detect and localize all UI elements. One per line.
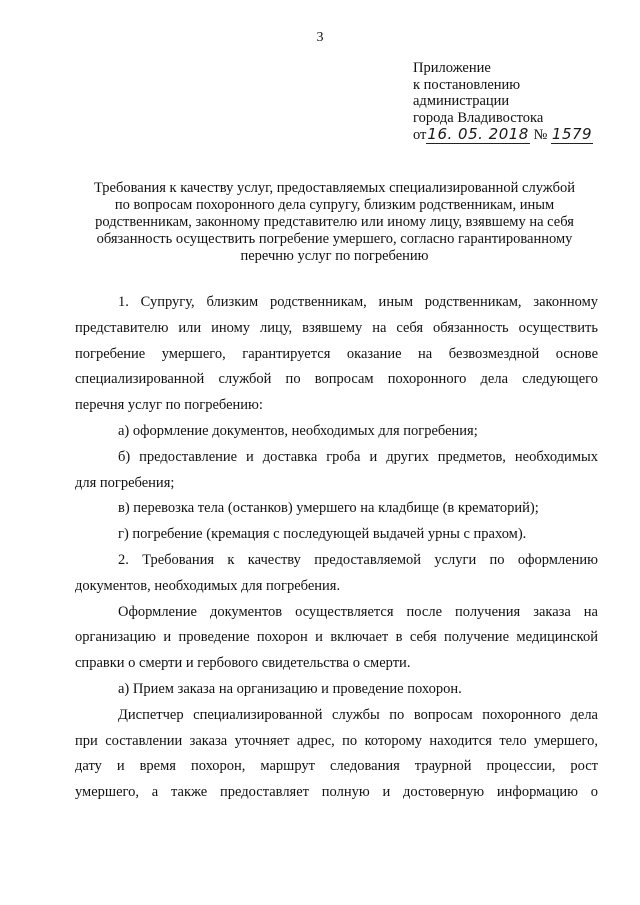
list-item-a: а) оформление документов, необходимых для погребения; <box>118 422 478 439</box>
list-item-g: г) погребение (кремация с последующей выдачей урны с прахом). <box>118 526 527 543</box>
paragraph-3-line: Оформление документов осуществляется после получения заказа на <box>118 603 598 620</box>
paragraph-4-line: при составлении заказа уточняет адрес, по которому находится тело умершего, <box>75 732 598 749</box>
paragraph-2-line: документов, необходимых для погребения. <box>75 577 341 594</box>
heading-line: по вопросам похоронного дела супругу, близким родственникам, иным <box>114 197 555 213</box>
number-sign: № <box>533 127 548 143</box>
appendix-block <box>413 60 593 144</box>
appendix-date-line <box>413 126 593 144</box>
list-item-v: в) перевозка тела (останков) умершего на кладбище (в крематорий); <box>118 500 539 517</box>
document-body <box>75 290 598 806</box>
handwritten-date: 16. 05. 2018 <box>427 125 529 143</box>
list-item-b-cont: для погребения; <box>75 474 175 491</box>
list-item-b: б) предоставление и доставка гроба и других предметов, необходимых <box>118 448 598 465</box>
paragraph-4-line: умершего, а также предоставляет полную и достоверную информацию о <box>75 784 598 801</box>
handwritten-number: 1579 <box>551 125 593 143</box>
heading-line: обязанность осуществить погребение умершего, согласно гарантированному <box>96 231 573 247</box>
paragraph-4-line: Диспетчер специализированной службы по вопросам похоронного дела <box>118 706 598 723</box>
date-prefix: от <box>413 127 427 143</box>
paragraph-2-line: 2. Требования к качеству предоставляемой услуги по оформлению <box>118 551 598 568</box>
appendix-line-resolution: к постановлению <box>413 76 521 93</box>
paragraph-1-line: 1. Супругу, близким родственникам, иным родственникам, законному <box>118 294 598 310</box>
paragraph-4-line: дату и время похорон, маршрут следования траурной процессии, рост <box>75 758 598 775</box>
heading-line: родственникам, законному представителю или иному лицу, взявшему на себя <box>95 214 574 230</box>
paragraph-3-line: организацию и проведение похорон и включает в себя получение медицинской <box>75 629 598 646</box>
page-number: 3 <box>316 30 324 45</box>
subitem-a: а) Прием заказа на организацию и проведение похорон. <box>118 680 462 697</box>
document-heading <box>70 180 599 265</box>
paragraph-1-line: погребение умершего, гарантируется оказание на безвозмездной основе <box>75 345 598 362</box>
appendix-title: Приложение <box>413 60 491 76</box>
appendix-line-city: города Владивостока <box>413 109 544 126</box>
paragraph-1-line: специализированной службой по вопросам похоронного дела следующего <box>75 371 598 388</box>
appendix-line-administration: администрации <box>413 93 510 109</box>
paragraph-3-line: справки о смерти и гербового свидетельства о смерти. <box>75 655 411 672</box>
heading-line: Требования к качеству услуг, предоставляемых специализированной службой <box>94 180 575 196</box>
paragraph-1-line: представителю или иному лицу, взявшему на себя обязанность осуществить <box>75 319 598 336</box>
paragraph-1-line: перечня услуг по погребению: <box>75 397 263 414</box>
heading-line: перечню услуг по погребению <box>240 248 429 264</box>
